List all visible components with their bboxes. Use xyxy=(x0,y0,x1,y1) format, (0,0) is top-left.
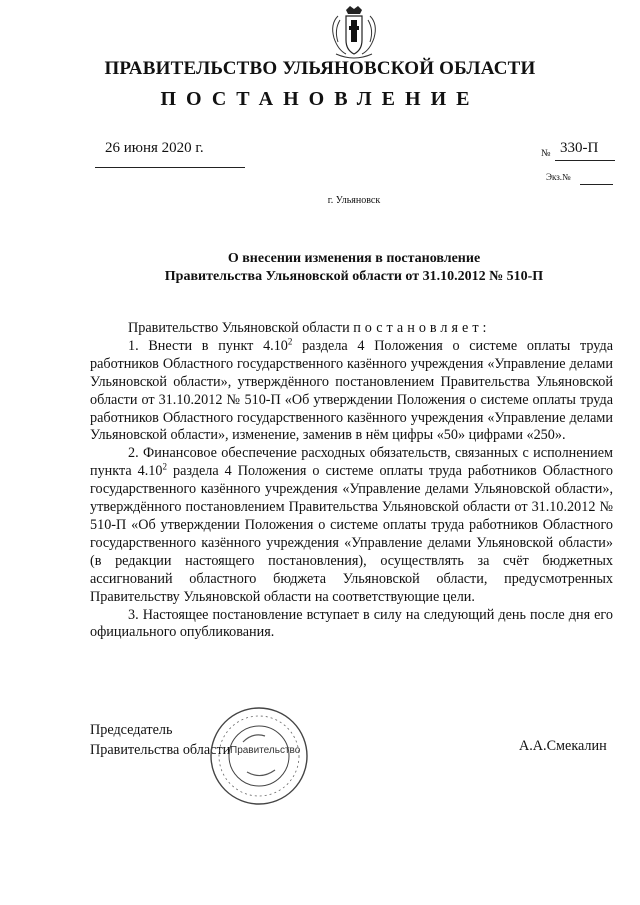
paragraph-1-sup: 2 xyxy=(287,336,293,347)
preamble-verb: постановляет: xyxy=(353,320,491,336)
paragraph-3: 3. Настоящее постановление вступает в силу на следующий день после дня его официального опубликования. xyxy=(90,606,613,641)
coat-of-arms-icon xyxy=(324,4,384,62)
paragraph-1 xyxy=(90,338,613,445)
paragraph-2-start: 2. Финансовое обеспечение расходных обязательств, связанных с исполнением пункта 4.10 xyxy=(90,445,613,480)
document-type: ПОСТАНОВЛЕНИЕ xyxy=(160,88,480,110)
paragraph-2-rest: раздела 4 Положения о системе оплаты труда работников Областного государственного казённого учреждения «Управление делами Ульяновской области», утверждённого постановлением Правительства Ульяновской области от 31.10.2012 № 510-П «Об утверждении Положения о системе оплаты труда работников Областного государственного казённого учреждения «Управление делами Ульяновской области» (в редакции настоящего постановления), осуществлять за счёт бюджетных ассигнований областного бюджета Ульяновской области, предусмотренных Правительству Ульяновской области на соответствующие цели. xyxy=(90,463,613,605)
title-line-1: О внесении изменения в постановление xyxy=(227,251,481,266)
government-name: ПРАВИТЕЛЬСТВО УЛЬЯНОВСКОЙ ОБЛАСТИ xyxy=(104,58,536,79)
position-line-1: Председатель xyxy=(90,722,173,738)
official-stamp xyxy=(205,702,313,810)
position-line-2: Правительства области xyxy=(90,742,231,758)
city: г. Ульяновск xyxy=(327,195,381,206)
copy-number-underline xyxy=(580,184,613,185)
document-date: 26 июня 2020 г. xyxy=(105,140,204,156)
copy-number-label: Экз.№ xyxy=(546,172,571,182)
paragraph-1-start: 1. Внести в пункт 4.10 xyxy=(128,337,288,354)
preamble-subject: Правительство Ульяновской области xyxy=(128,320,350,336)
stamp-icon xyxy=(205,702,313,810)
title-line-2: Правительства Ульяновской области от 31.10.2012 № 510-П xyxy=(164,269,544,284)
paragraph-2-sup: 2 xyxy=(162,461,167,472)
signatory-name: А.А.Смекалин xyxy=(519,738,607,754)
document-body xyxy=(90,320,613,642)
preamble xyxy=(90,320,613,338)
paragraph-1-rest: раздела 4 Положения о системе оплаты труда работников Областного государственного казённого учреждения «Управление делами Ульяновской области», утверждённого постановлением Правительства Ульяновской области от 31.10.2012 № 510-П «Об утверждении Положения о системе оплаты труда работников Областного государственного казённого учреждения «Управление делами Ульяновской области», изменение, заменив в нём цифры «50» цифрами «250». xyxy=(90,337,614,444)
document-title xyxy=(0,250,640,286)
number-sign: № xyxy=(541,148,551,159)
stamp-text: Правительство xyxy=(230,745,301,756)
document-number: 330-П xyxy=(560,140,599,156)
date-underline xyxy=(95,167,245,168)
number-underline xyxy=(555,160,615,161)
paragraph-2 xyxy=(90,445,613,606)
